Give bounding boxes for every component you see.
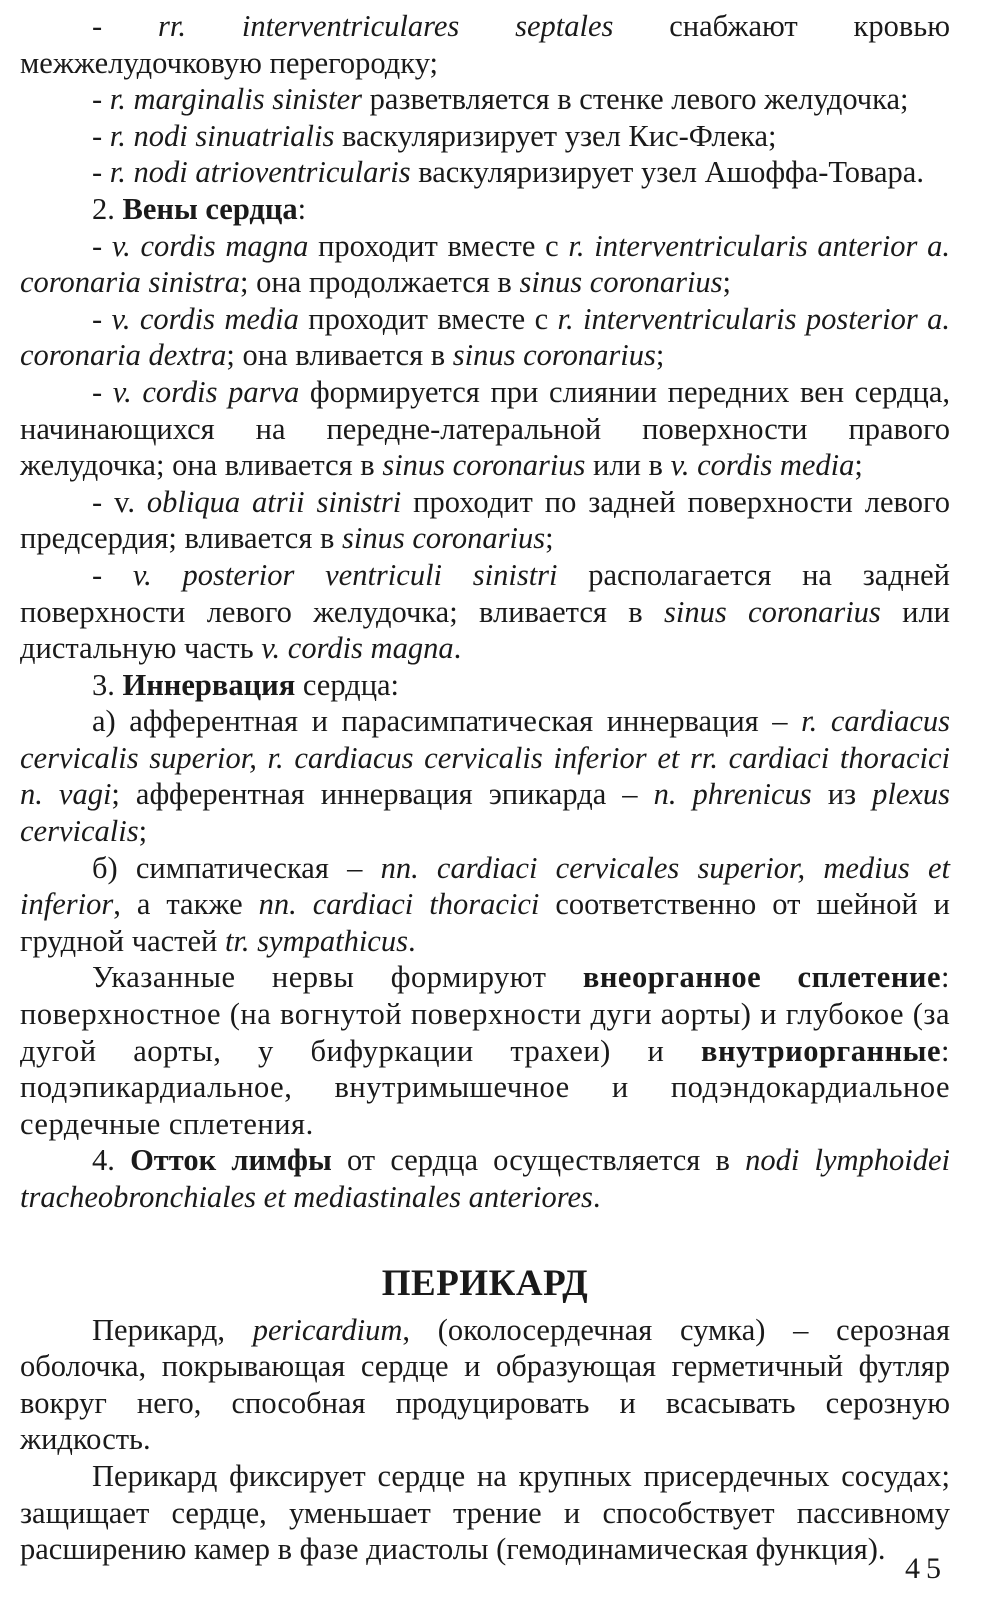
text-run: - [92, 557, 133, 592]
text-run: ; афферентная иннервация эпикарда – [111, 777, 654, 812]
latin-term: v. cordis media [670, 448, 855, 483]
text-run: , (околосердечная сумка) – серозная оболочка, покрывающая сердце и образующая герметичный футляр вокруг него, способная продуцировать и всасывать серозную жидкость. [20, 1312, 950, 1457]
latin-term: sinus coronarius [452, 338, 656, 373]
bold-term: Вены сердца [122, 191, 298, 226]
text-run: ; [722, 265, 732, 300]
latin-term: v. posterior ventriculi sinistri [132, 557, 558, 592]
text-run: . [453, 631, 462, 666]
bold-term: Отток лимфы [130, 1143, 332, 1178]
text-run: ; [545, 521, 554, 556]
text-run: - [92, 301, 112, 336]
text-run: - [92, 374, 113, 409]
latin-term: sinus coronarius [664, 594, 881, 629]
bold-term: внеорганное сплетение [582, 960, 942, 995]
paragraph [20, 959, 950, 1142]
latin-term: r. interventricularis posterior a. coronaria dextra [20, 301, 950, 373]
text-run: а) афферентная и парасимпатическая иннервация – [92, 704, 802, 739]
text-run: : [297, 191, 307, 226]
text-run: , а также [113, 887, 259, 922]
text-run: проходит вместе с [308, 228, 569, 263]
text-run: . [592, 1180, 601, 1214]
section-heart-continued [20, 8, 950, 1216]
paragraph [20, 557, 950, 667]
text-run: или дистальную часть [20, 594, 951, 666]
text-run: ; [655, 338, 665, 373]
page-body [20, 8, 950, 1568]
text-run: сердца: [295, 667, 400, 702]
text-run: ; [854, 448, 863, 483]
latin-term: sinus coronarius [519, 265, 723, 300]
text-run: . [407, 923, 416, 958]
paragraph [20, 484, 950, 557]
paragraph [20, 1458, 950, 1568]
latin-term: r. interventricularis anterior a. coronaria sinistra [20, 228, 950, 300]
text-run: б) симпатическая – [92, 850, 381, 885]
paragraph [20, 81, 950, 118]
paragraph [20, 667, 950, 704]
text-run: васкуляризирует узел Кис-Флека; [334, 118, 777, 153]
latin-term: r. nodi sinuatrialis [109, 118, 335, 153]
text-run: Перикард фиксирует сердце на крупных присердечных сосудах; защищает сердце, уменьшает трение и способствует пассивному расширению камер в фазе диастолы (гемодинамическая функция). [20, 1458, 950, 1567]
latin-term: r. marginalis sinister [109, 82, 363, 117]
text-run: Указанные нервы формируют [92, 960, 583, 995]
latin-term: v. cordis parva [112, 374, 300, 409]
text-run: - [92, 228, 112, 263]
paragraph [20, 8, 950, 81]
latin-term: sinus coronarius [342, 521, 546, 556]
latin-term: n. phrenicus [653, 777, 812, 812]
text-run: проходит вместе с [298, 301, 558, 336]
paragraph [20, 228, 950, 301]
paragraph [20, 191, 950, 228]
text-run: соответственно от шейной и грудной частей [20, 887, 950, 958]
latin-term: r. cardiacus cervicalis superior, r. cardiacus cervicalis inferior et rr. cardiaci thoracici n. vagi [20, 704, 950, 812]
text-run: васкуляризирует узел Ашоффа-Товара. [410, 155, 924, 190]
latin-term: sinus coronarius [382, 448, 586, 483]
latin-term: r. nodi atrioventricularis [109, 155, 411, 190]
paragraph [20, 301, 950, 374]
text-run: - [92, 82, 110, 117]
text-run: 4. [92, 1143, 131, 1178]
latin-term: nodi lymphoidei tracheobronchiales et mediastinales anteriores [20, 1143, 950, 1214]
text-run: : подэпикардиальное, внутримышечное и подэндокардиальное сердечные сплетения. [20, 1033, 950, 1141]
text-run: 3. [92, 667, 123, 702]
latin-term: plexus cervicalis [20, 777, 951, 849]
bold-term: внутриорганные [701, 1033, 942, 1068]
latin-term: v. cordis media [111, 301, 299, 336]
latin-term: rr. interventriculares septales [158, 9, 614, 43]
text-run: - v. [92, 484, 147, 519]
section-pericardium [20, 1312, 950, 1568]
paragraph [20, 118, 950, 155]
paragraph [20, 154, 950, 191]
paragraph [20, 1142, 950, 1215]
text-run: 2. [92, 191, 123, 226]
text-run: снабжают кровью межжелудочковую перегородку; [20, 9, 950, 80]
text-run: от сердца осуществляется в [331, 1143, 746, 1178]
text-run: располагается на задней поверхности левого желудочка; вливается в [20, 557, 950, 629]
text-run: ; она продолжается в [240, 265, 520, 300]
text-run: формируется при слиянии передних вен сердца, начинающихся на передне-латеральной поверхности правого желудочка; она вливается в [20, 374, 950, 483]
paragraph [20, 850, 950, 960]
paragraph [20, 1312, 950, 1458]
text-run: разветвляется в стенке левого желудочка; [362, 82, 909, 117]
text-run: проходит по задней поверхности левого предсердия; вливается в [20, 484, 950, 556]
text-run: ; она вливается в [226, 338, 453, 373]
latin-term: obliqua atrii sinistri [146, 484, 402, 519]
latin-term: v. cordis magna [111, 228, 309, 263]
latin-term: pericardium [252, 1312, 403, 1347]
text-run: Перикард, [92, 1312, 253, 1347]
page-number: 45 [905, 1552, 947, 1585]
paragraph [20, 703, 950, 849]
latin-term: v. cordis magna [261, 631, 454, 666]
latin-term: nn. cardiaci thoracici [258, 887, 540, 922]
text-run: : поверхностное (на вогнутой поверхности дуги аорты) и глубокое (за дугой аорты, у бифуркации трахеи) и [20, 960, 950, 1068]
text-run: ; [138, 814, 148, 849]
latin-term: nn. cardiaci cervicales superior, medius et inferior [20, 850, 950, 922]
bold-term: Иннервация [122, 667, 296, 702]
section-heading-pericardium: ПЕРИКАРД [381, 1262, 589, 1304]
paragraph [20, 374, 950, 484]
text-run: из [811, 777, 873, 812]
text-run: или в [585, 448, 671, 483]
text-run: - [92, 9, 159, 43]
text-run: - [92, 155, 110, 190]
latin-term: tr. sympathicus [224, 923, 408, 958]
text-run: - [92, 118, 110, 153]
